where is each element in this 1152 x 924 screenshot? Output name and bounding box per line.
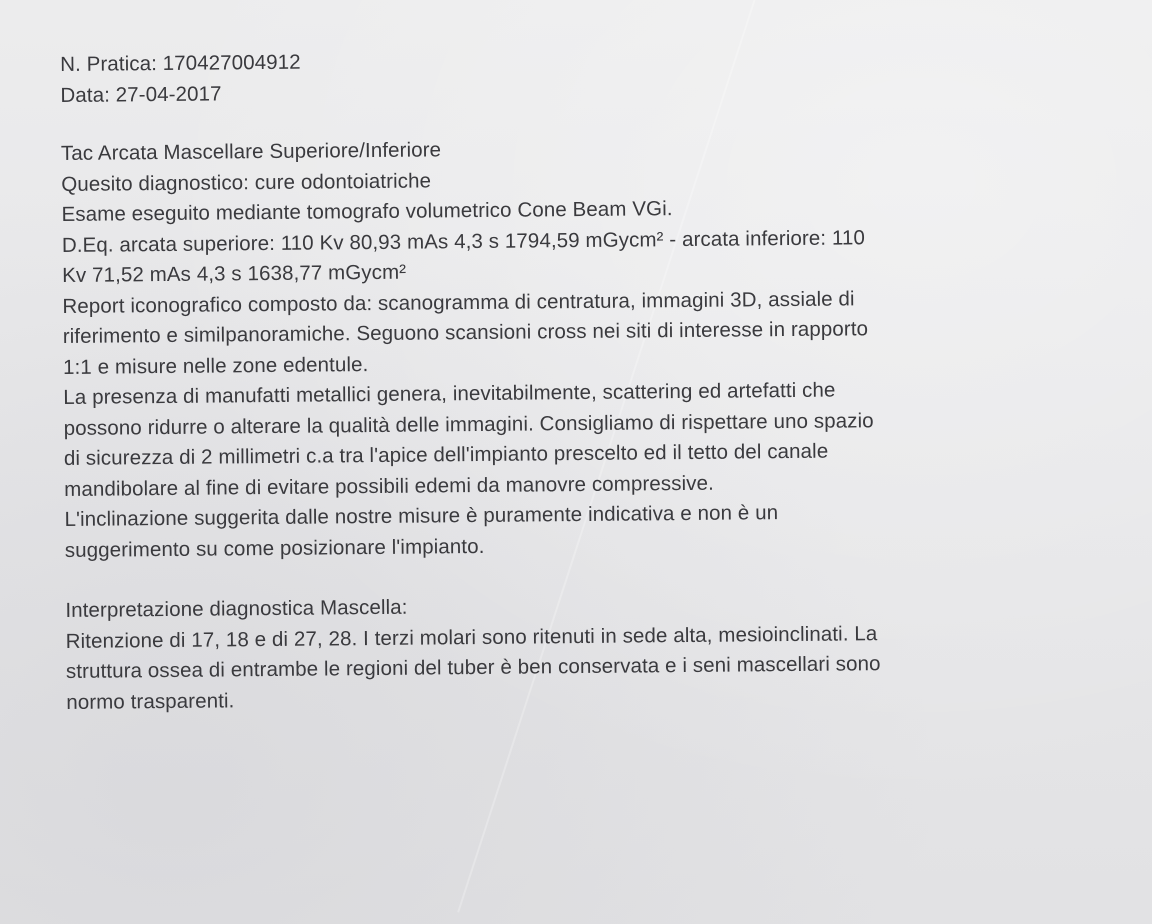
interpretation-line: struttura ossea di entrambe le regioni del tuber è ben conservata e i seni mascellari sono [65, 652, 881, 683]
report-line: suggerimento su come posizionare l'impianto. [64, 534, 485, 562]
report-line: Quesito diagnostico: cure odontoiatriche [61, 168, 432, 196]
report-line: possono ridurre o alterare la qualità delle immagini. Consigliamo di rispettare uno spazio [63, 408, 874, 440]
report-line: Tac Arcata Mascellare Superiore/Inferiore [60, 138, 442, 165]
report-line: di sicurezza di 2 millimetri c.a tra l'apice dell'impianto prescelto ed il tetto del canale [63, 439, 829, 470]
report-line: D.Eq. arcata superiore: 110 Kv 80,93 mAs 4,3 s 1794,59 mGycm² - arcata inferiore: 110 [61, 225, 866, 257]
report-line: Report iconografico composto da: scanogramma di centratura, immagini 3D, assiale di [62, 286, 855, 318]
report-line: mandibolare al fine di evitare possibili edemi da manovre compressive. [64, 471, 714, 501]
report-line: 1:1 e misure nelle zone edentule. [62, 352, 369, 379]
report-line: Esame eseguito mediante tomografo volumetrico Cone Beam VGi. [61, 197, 673, 226]
report-line: L'inclinazione suggerita dalle nostre misure è puramente indicativa e non è un [64, 501, 779, 531]
interpretation-line: Ritenzione di 17, 18 e di 27, 28. I terzi molari sono ritenuti in sede alta, mesioinclinati. La [65, 621, 878, 653]
report-line: riferimento e similpanoramiche. Seguono scansioni cross nei siti di interesse in rapporto [62, 317, 869, 348]
report-document [60, 40, 1066, 718]
interpretation-title: Interpretazione diagnostica Mascella: [65, 595, 408, 622]
interpretation-line: normo trasparenti. [66, 688, 235, 714]
report-date: Data: 27-04-2017 [60, 81, 222, 107]
pratica-number: N. Pratica: 170427004912 [60, 50, 301, 76]
report-line: La presenza di manufatti metallici genera, inevitabilmente, scattering ed artefatti che [63, 378, 836, 409]
report-line: Kv 71,52 mAs 4,3 s 1638,77 mGycm² [62, 260, 407, 287]
